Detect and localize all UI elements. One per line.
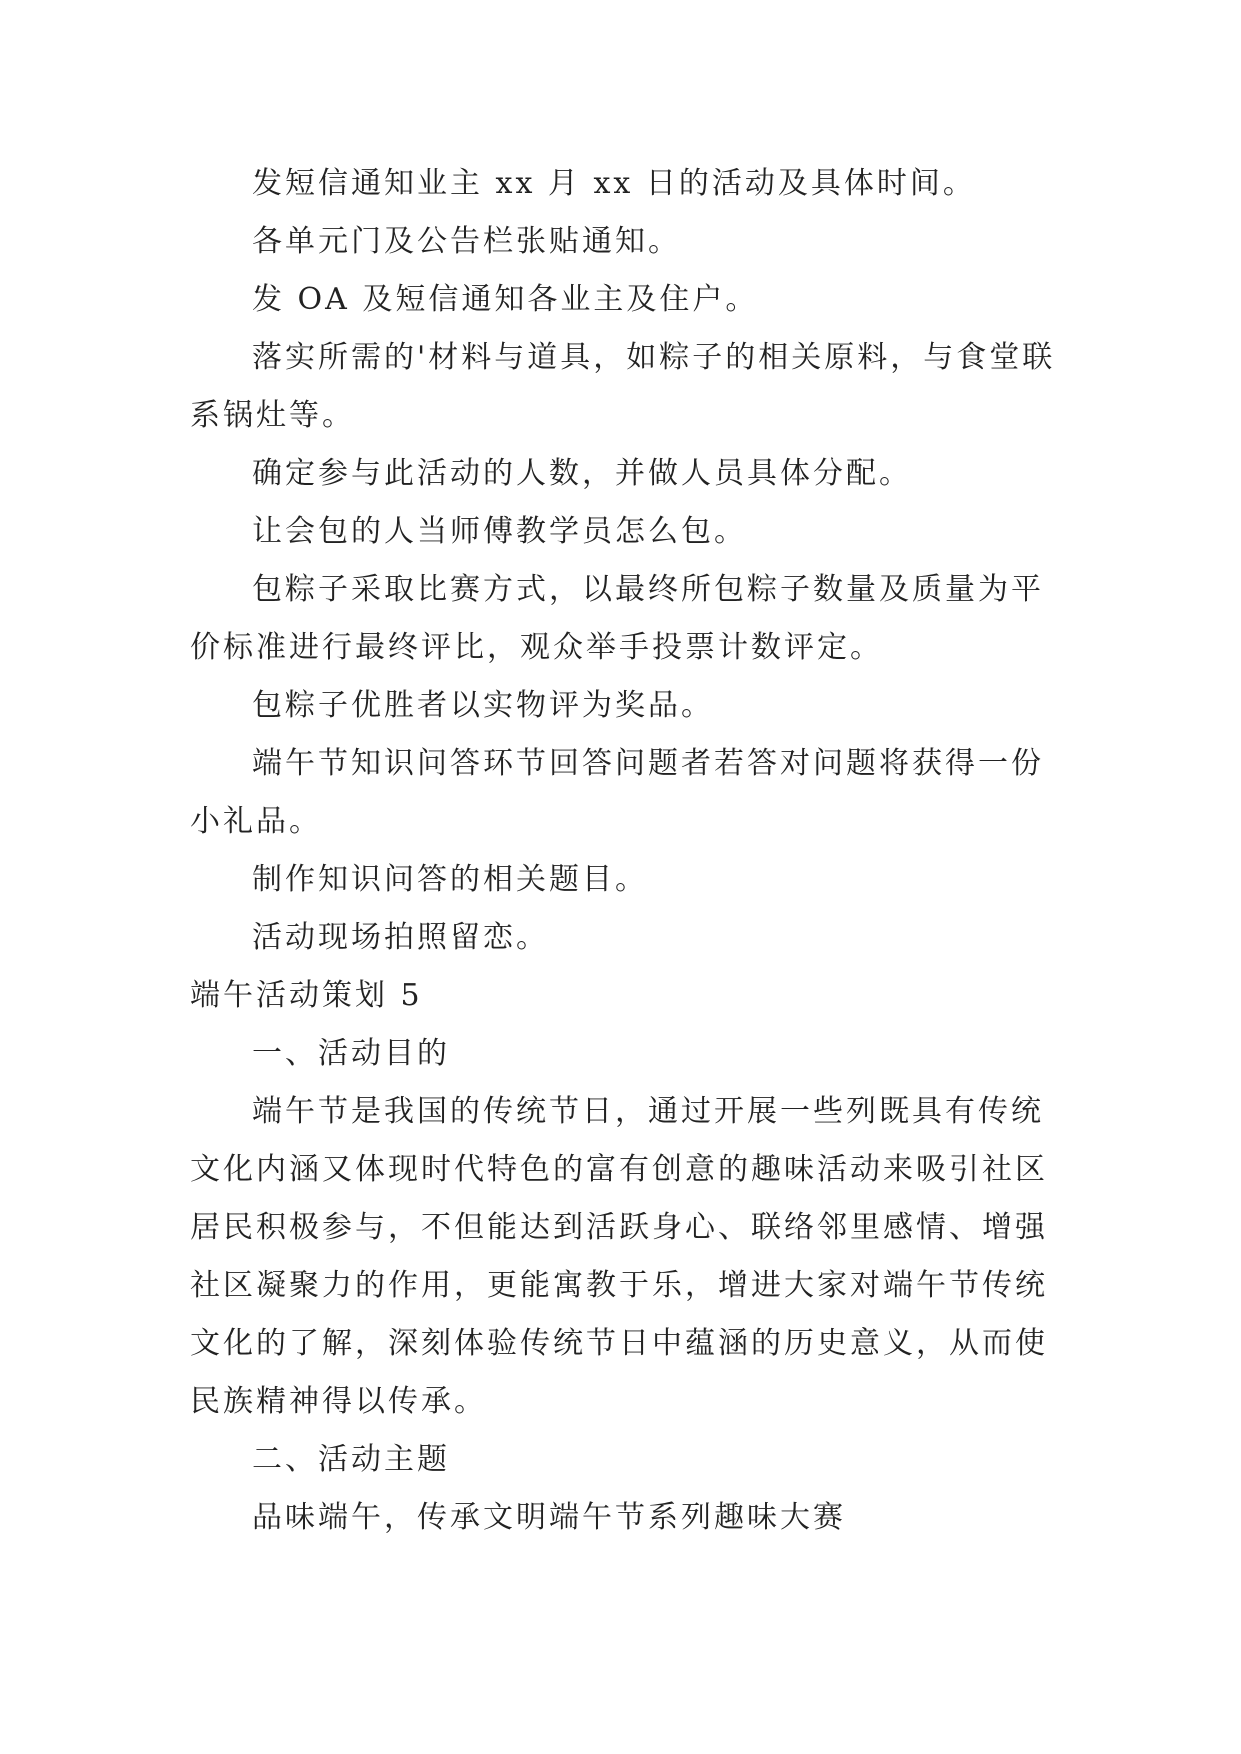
- paragraph-teaching: 让会包的人当师傅教学员怎么包。: [252, 514, 747, 549]
- paragraph-posting-notice: 各单元门及公告栏张贴通知。: [252, 224, 681, 259]
- paragraph-purpose: 端午节是我国的传统节日，通过开展一些列既具有传统文化内涵又体现时代特色的富有创意的趣味活动来吸引社区居民积极参与，不但能达到活跃身心、联络邻里感情、增强社区凝聚力的作用，更能寓教于乐，增进大家对端午节传统文化的了解，深刻体验传统节日中蕴涵的历史意义，从而使民族精神得以传承。: [190, 1094, 1048, 1419]
- paragraph-headcount: 确定参与此活动的人数，并做人员具体分配。: [252, 456, 912, 491]
- paragraph-quiz: 端午节知识问答环节回答问题者若答对问题将获得一份小礼品。: [190, 746, 1044, 839]
- paragraph-photos: 活动现场拍照留恋。: [252, 920, 549, 955]
- subheading-purpose: 一、活动目的: [252, 1036, 450, 1071]
- paragraph-theme: 品味端午，传承文明端午节系列趣味大赛: [252, 1500, 846, 1535]
- paragraph-competition: 包粽子采取比赛方式，以最终所包粽子数量及质量为平价标准进行最终评比，观众举手投票计数评定。: [190, 572, 1044, 665]
- section-title: 端午活动策划 5: [190, 978, 423, 1013]
- paragraph-sms-notice: 发短信通知业主 xx 月 xx 日的活动及具体时间。: [252, 166, 976, 201]
- paragraph-oa-notice: 发 OA 及短信通知各业主及住户。: [252, 282, 759, 317]
- document-body: [190, 155, 1060, 1547]
- subheading-theme: 二、活动主题: [252, 1442, 450, 1477]
- paragraph-quiz-questions: 制作知识问答的相关题目。: [252, 862, 648, 897]
- paragraph-materials: 落实所需的'材料与道具，如粽子的相关原料，与食堂联系锅灶等。: [190, 340, 1056, 433]
- paragraph-prizes: 包粽子优胜者以实物评为奖品。: [252, 688, 714, 723]
